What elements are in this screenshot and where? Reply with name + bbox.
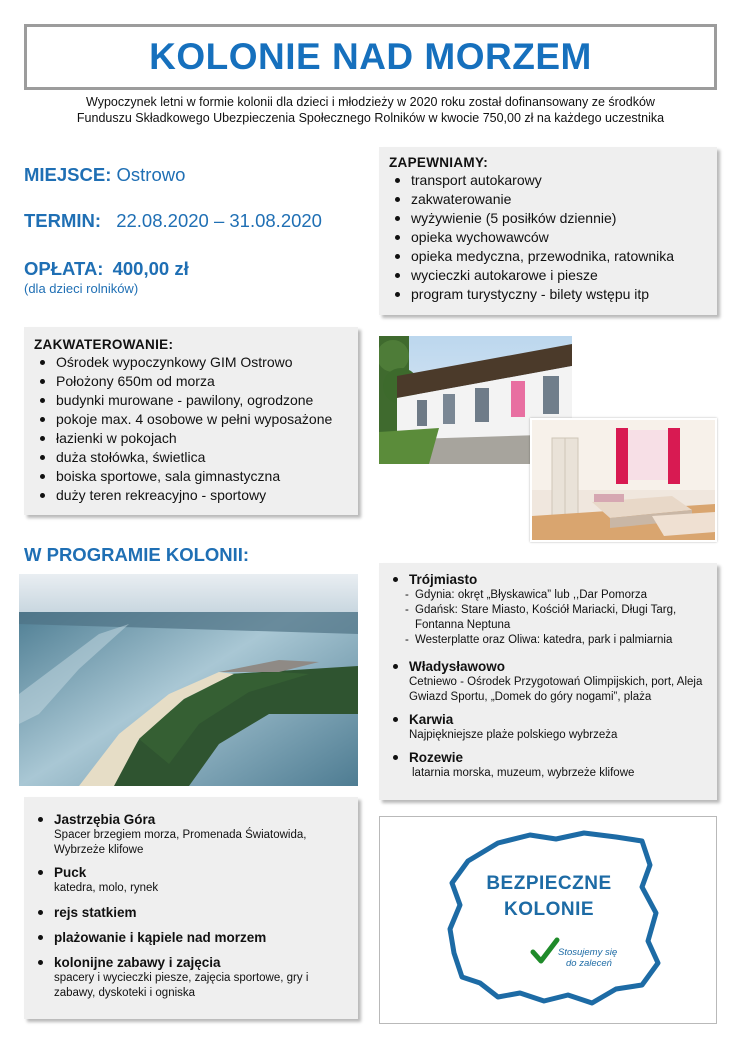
list-item: - Gdańsk: Stare Miasto, Kościół Mariacki, Długi Targ, Fontanna Neptuna [405,603,707,633]
place-value: Ostrowo [116,164,186,185]
list-item: program turystyczny - bilety wstępu itp [389,285,707,304]
badge-note-line1: Stosujemy się [558,947,618,958]
checkmark-icon [530,937,560,965]
place-name: plażowanie i kąpiele nad morzem [32,929,348,946]
funding-note-line2: Funduszu Składkowego Ubezpieczenia Społecznego Rolników w kwocie 750,00 zł na każdego uczestnika [76,111,665,125]
accommodation-heading: ZAKWATEROWANIE: [34,337,174,352]
badge-note-line2: do zaleceń [566,958,612,969]
title-box [24,24,717,90]
fee-value: 400,00 zł [112,258,189,279]
funding-note-line1: Wypoczynek letni w formie kolonii dla dzieci i młodzieży w 2020 roku został dofinansowany ze środków [86,95,655,109]
place-description: spacery i wycieczki piesze, zajęcia sportowe, gry i zabawy, dyskoteki i ogniska [54,972,309,999]
list-item: boiska sportowe, sala gimnastyczna [34,467,348,486]
list-item: duży teren rekreacyjno - sportowy [34,486,348,505]
room-photo [530,418,717,542]
activity-camp-games [32,954,348,1001]
fee-line [24,258,369,280]
place-name: kolonijne zabawy i zajęcia [32,954,348,971]
list-item: duża stołówka, świetlica [34,448,348,467]
funding-note [24,94,717,126]
activity-beach [32,929,348,946]
poland-outline-icon [380,817,718,1025]
trip-puck [32,864,348,896]
activities-panel [24,797,358,1019]
term-value: 22.08.2020 – 31.08.2020 [116,210,322,231]
place-name: Karwia [387,711,707,728]
fee-label: OPŁATA: [24,258,104,279]
place-name: Rozewie [387,749,707,766]
term-line [24,210,369,232]
place-name: Jastrzębia Góra [32,811,348,828]
list-item: Położony 650m od morza [34,372,348,391]
trip-trojmiasto [387,571,707,648]
place-name: Trójmiasto [387,571,707,588]
list-item: łazienki w pokojach [34,429,348,448]
list-item: zakwaterowanie [389,190,707,209]
trip-wladyslawowo [387,658,707,705]
list-item: opieka medyczna, przewodnika, ratownika [389,247,707,266]
trip-karwia [387,711,707,743]
list-item: - Westerplatte oraz Oliwa: katedra, park i palmiarnia [405,633,707,648]
provided-panel [379,147,717,315]
place-name: Puck [32,864,348,881]
badge-note [558,947,617,969]
list-item: wycieczki autokarowe i piesze [389,266,707,285]
badge-title-line1: BEZPIECZNE [486,873,612,894]
list-item: pokoje max. 4 osobowe w pełni wyposażone [34,410,348,429]
list-item: transport autokarowy [389,171,707,190]
place-description: Cetniewo - Ośrodek Przygotowań Olimpijskich, port, Aleja Gwiazd Sportu, „Domek do góry nogami”, plaża [409,676,703,703]
place-description: Najpiękniejsze plaże polskiego wybrzeża [409,729,618,741]
list-item: budynki murowane - pawilony, ogrodzone [34,391,348,410]
fee-note: (dla dzieci rolników) [24,281,139,296]
place-label: MIEJSCE: [24,164,112,185]
place-line [24,164,369,186]
badge-title-line2: KOLONIE [503,899,595,920]
coast-aerial-photo [19,574,358,786]
trip-info [24,160,369,296]
place-description: latarnia morska, muzeum, wybrzeże klifowe [412,767,635,779]
program-heading: W PROGRAMIE KOLONII: [24,544,250,565]
place-name: rejs statkiem [32,904,348,921]
activity-boat-trip [32,904,348,921]
trip-rozewie [387,749,707,781]
term-label: TERMIN: [24,210,102,231]
place-name: Władysławowo [387,658,707,675]
trojmiasto-sublist [387,588,707,648]
trips-panel [379,563,717,800]
provided-heading: ZAPEWNIAMY: [389,155,489,170]
provided-list [389,171,707,304]
trip-jastrzebia-gora [32,811,348,858]
accommodation-list [34,353,348,505]
place-description: katedra, molo, rynek [54,882,159,894]
list-item: opieka wychowawców [389,228,707,247]
list-item: Ośrodek wypoczynkowy GIM Ostrowo [34,353,348,372]
list-item: - Gdynia: okręt „Błyskawica” lub ,,Dar Pomorza [405,588,707,603]
accommodation-panel [24,327,358,515]
page-title: KOLONIE NAD MORZEM [149,36,592,77]
list-item: wyżywienie (5 posiłków dziennie) [389,209,707,228]
safe-camps-badge [379,816,717,1024]
place-description: Spacer brzegiem morza, Promenada Światowida, Wybrzeże klifowe [54,829,307,856]
